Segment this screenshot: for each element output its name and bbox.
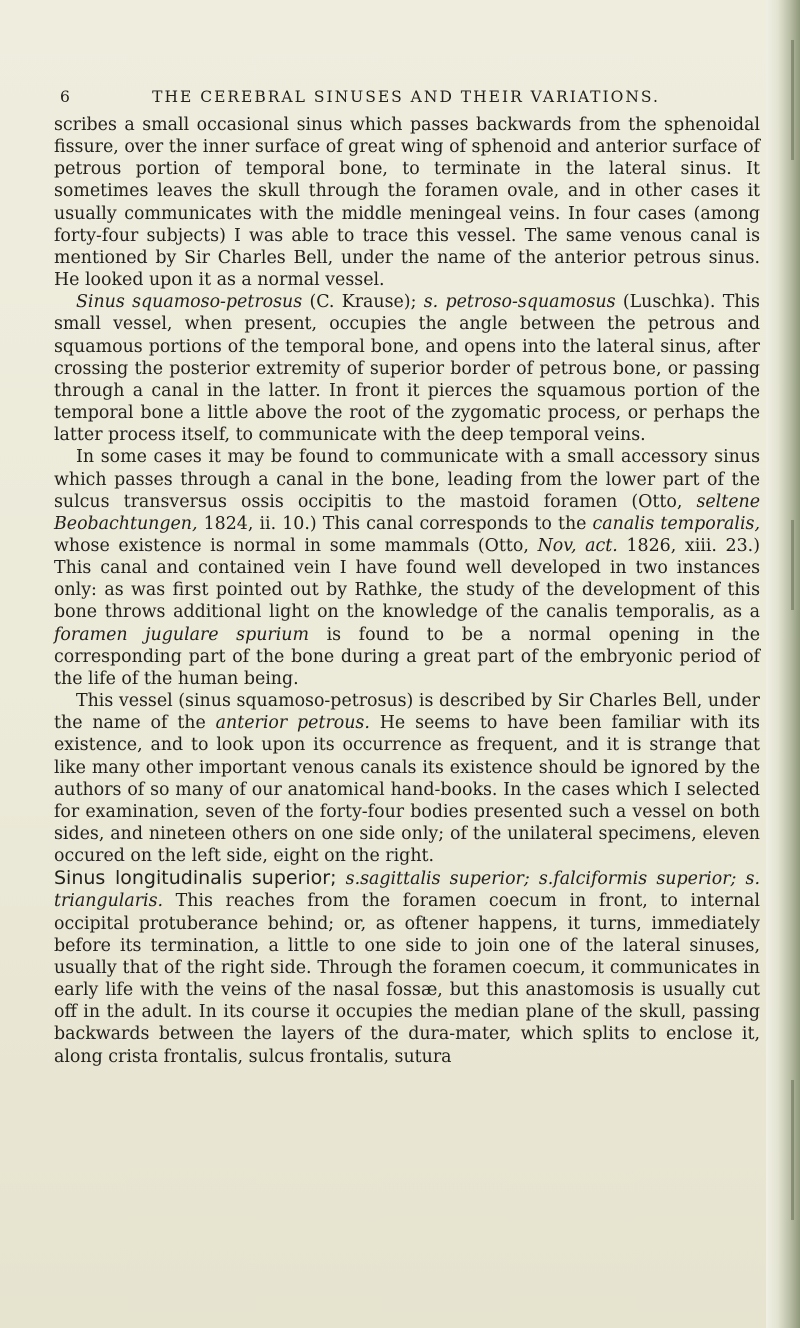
term: s. petroso-squamosus bbox=[423, 292, 616, 313]
edge-streak bbox=[791, 40, 794, 160]
running-head: THE CEREBRAL SINUSES AND THEIR VARIATIONS. bbox=[152, 88, 660, 106]
edge-streak bbox=[791, 520, 794, 610]
paragraph: scribes a small occasional sinus which passes backwards from the sphenoidal fissure, over the inner surface of great wing of sphenoid and anterior surface of petrous portion of temporal bone, to terminate in the lateral sinus. It sometimes leaves the skull through the foramen ovale, and in other cases it usually communicates with the middle meningeal veins. In four cases (among forty-four subjects) I was able to trace this vessel. The same venous canal is mentioned by Sir Charles Bell, under the name of the anterior petrous sinus. He looked upon it as a normal vessel. bbox=[54, 115, 760, 291]
paragraph: Sinus squamoso-petrosus (C. Krause); s. petroso-squamosus (Luschka). This small vessel, when present, occupies the angle between the petrous and squamous portions of the temporal bone, and opens into the lateral sinus, after crossing the posterior extremity of superior border of petrous bone, or passing through a canal in the latter. In front it pierces the squamous portion of the temporal bone a little above the root of the zygomatic process, or perhaps the latter process itself, to communicate with the deep temporal veins. bbox=[54, 292, 760, 446]
page-number: 6 bbox=[60, 88, 72, 106]
page-edge-shadow bbox=[766, 0, 800, 1328]
edge-streak bbox=[791, 1080, 794, 1220]
paragraph: Sinus longitudinalis superior; s.sagittalis superior; s.falciformis superior; s. triangularis. This reaches from the foramen coecum in front, to internal occipital protuberance behind; or, as oftener happens, it turns, immediately before its termination, a little to one side to join one of the lateral sinuses, usually that of the right side. Through the foramen coecum, it communicates in early life with the veins of the nasal fossæ, but this anastomosis is usually cut off in the adult. In its course it occupies the median plane of the skull, passing backwards between the layers of the dura-mater, which splits to enclose it, along crista frontalis, sulcus frontalis, sutura bbox=[54, 867, 760, 1067]
body-text bbox=[54, 114, 760, 1068]
paragraph: This vessel (sinus squamoso-petrosus) is described by Sir Charles Bell, under the name of the anterior petrous. He seems to have been familiar with its existence, and to look upon its occurrence as frequent, and it is strange that like many other important venous canals its existence should be ignored by the authors of so many of our anatomical hand-books. In the cases which I selected for examination, seven of the forty-four bodies presented such a vessel on both sides, and nineteen others on one side only; of the unilateral specimens, eleven occured on the left side, eight on the right. bbox=[54, 691, 760, 867]
page-header bbox=[56, 88, 756, 110]
paragraph: In some cases it may be found to communicate with a small accessory sinus which passes through a canal in the bone, leading from the lower part of the sulcus transversus ossis occipitis to the mastoid foramen (Otto, seltene Beobachtungen, 1824, ii. 10.) This canal corresponds to the canalis temporalis, whose existence is normal in some mammals (Otto, Nov, act. 1826, xiii. 23.) This canal and contained vein I have found well developed in two instances only: as was first pointed out by Rathke, the study of the development of this bone throws additional light on the knowledge of the canalis temporalis, as a foramen jugulare spurium is found to be a normal opening in the corresponding part of the bone during a great part of the embryonic period of the life of the human being. bbox=[54, 447, 760, 689]
term: Sinus squamoso-petrosus bbox=[76, 292, 303, 313]
section-heading: Sinus longitudinalis superior; bbox=[54, 867, 337, 890]
